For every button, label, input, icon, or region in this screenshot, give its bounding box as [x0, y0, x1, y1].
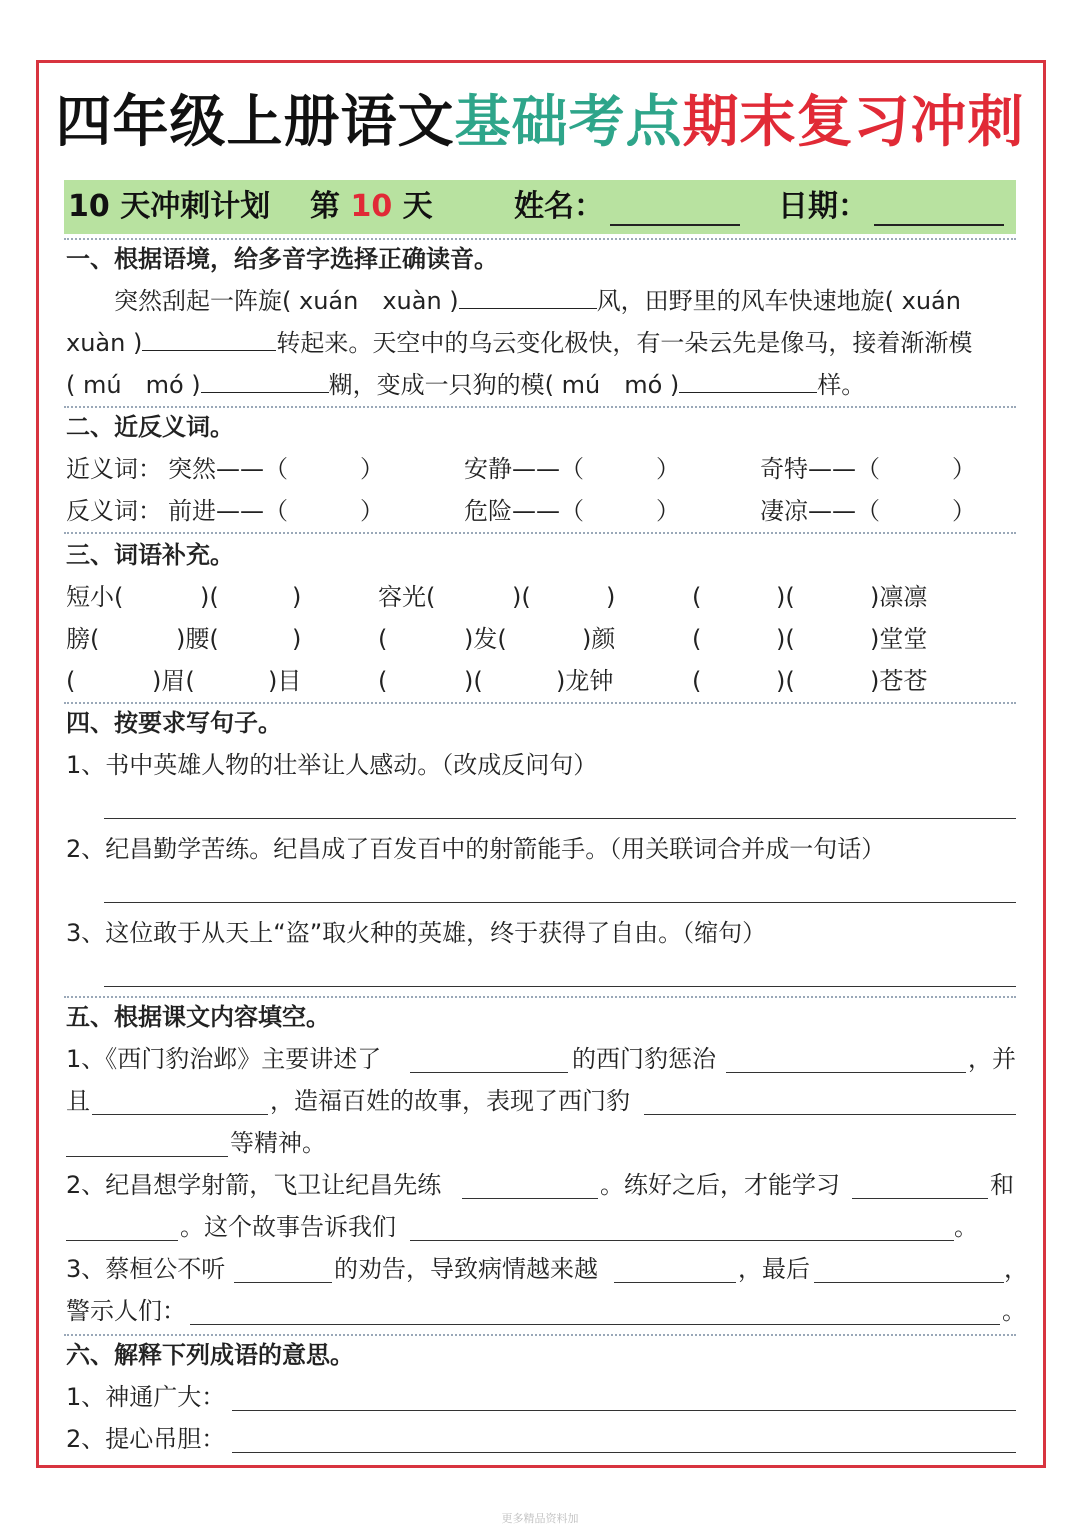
title-part-3: 期末复习冲刺	[682, 90, 1025, 155]
s1-line-2	[66, 326, 972, 360]
divider	[64, 996, 1016, 998]
idiom-token: )	[292, 583, 302, 611]
s5-q3-text: ，最后	[738, 1255, 810, 1283]
synonym-label: 近义词：	[66, 455, 162, 483]
s5-q3-text: 警示人们：	[66, 1297, 186, 1325]
answer-blank[interactable]	[814, 1282, 1004, 1283]
s5-q1-text: 的西门豹惩治	[572, 1045, 716, 1073]
antonym-item[interactable]: 凄凉——（ ）	[760, 497, 976, 525]
s1-line-1	[114, 284, 961, 318]
day-prefix: 第	[310, 189, 340, 224]
date-label: 日期：	[778, 189, 868, 224]
s5-q1-text: ，并	[968, 1045, 1016, 1073]
idiom-token: )(	[776, 667, 795, 695]
idiom-token: )目	[268, 667, 302, 695]
answer-blank[interactable]	[201, 368, 329, 393]
answer-blank[interactable]	[679, 368, 817, 393]
s4-question-1: 1、书中英雄人物的壮举让人感动。（改成反问句）	[66, 751, 598, 779]
s4-question-2: 2、纪昌勤学苦练。纪昌成了百发百中的射箭能手。（用关联词合并成一句话）	[66, 835, 886, 863]
s5-q2-text: 2、纪昌想学射箭，飞卫让纪昌先练	[66, 1171, 442, 1199]
s5-q1-text: ，造福百姓的故事，表现了西门豹	[270, 1087, 630, 1115]
s5-q2-text: 。	[954, 1213, 978, 1241]
synonym-item[interactable]: 安静——（ ）	[464, 455, 680, 483]
date-field[interactable]	[778, 180, 1004, 234]
idiom-token: )腰(	[176, 625, 219, 653]
idiom-token: )发(	[464, 625, 507, 653]
s5-q2-text: 。练好之后，才能学习	[600, 1171, 840, 1199]
answer-blank[interactable]	[190, 1324, 1000, 1325]
divider	[64, 1334, 1016, 1336]
idiom-token: 容光(	[378, 583, 436, 611]
day-suffix: 天	[402, 189, 433, 224]
idiom-token: (	[378, 625, 388, 653]
answer-line[interactable]	[104, 818, 1016, 819]
answer-blank[interactable]	[66, 1240, 178, 1241]
answer-blank[interactable]	[92, 1114, 268, 1115]
day-number: 10	[350, 189, 393, 224]
idiom-token: )龙钟	[556, 667, 614, 695]
s5-q1-text: 等精神。	[230, 1129, 326, 1157]
idiom-token: )(	[776, 625, 795, 653]
s5-q2-text: 和	[990, 1171, 1014, 1199]
divider	[64, 238, 1016, 240]
plan-bar	[64, 180, 1016, 234]
name-field[interactable]	[514, 180, 740, 234]
s6-question-2: 2、提心吊胆：	[66, 1425, 226, 1453]
s5-q1-text: 且	[66, 1087, 90, 1115]
divider	[64, 406, 1016, 408]
answer-blank[interactable]	[644, 1114, 1016, 1115]
section-2-heading: 二、近反义词。	[66, 413, 234, 441]
idiom-token: (	[378, 667, 388, 695]
idiom-token: )堂堂	[870, 625, 928, 653]
s1-text: 风，田野里的风车快速地旋( xuán	[596, 287, 961, 315]
idiom-token: 膀(	[66, 625, 100, 653]
idiom-token: )凛凛	[870, 583, 928, 611]
name-label: 姓名：	[514, 189, 604, 224]
s5-q3-text: 的劝告，导致病情越来越	[334, 1255, 598, 1283]
antonym-label: 反义词：	[66, 497, 162, 525]
idiom-token: )(	[512, 583, 531, 611]
s1-line-3	[66, 368, 865, 402]
idiom-token: )	[606, 583, 616, 611]
synonym-item[interactable]: 奇特——（ ）	[760, 455, 976, 483]
s1-text: 突然刮起一阵旋( xuán xuàn )	[114, 287, 459, 315]
footer-watermark: 更多精品资料加	[501, 1512, 579, 1525]
s6-question-1: 1、神通广大：	[66, 1383, 226, 1411]
answer-line[interactable]	[232, 1452, 1016, 1453]
idiom-token: )(	[200, 583, 219, 611]
answer-blank[interactable]	[462, 1198, 598, 1199]
idiom-token: (	[692, 583, 702, 611]
s5-q1-text: 1、《西门豹治邺》主要讲述了	[66, 1045, 382, 1073]
idiom-token: (	[692, 667, 702, 695]
divider	[64, 532, 1016, 534]
date-blank[interactable]	[874, 190, 1004, 226]
idiom-token: )眉(	[152, 667, 195, 695]
idiom-token: )苍苍	[870, 667, 928, 695]
antonym-item[interactable]: 危险——（ ）	[464, 497, 680, 525]
page-title	[0, 88, 1080, 158]
answer-blank[interactable]	[726, 1072, 966, 1073]
synonym-item[interactable]: 突然——（ ）	[168, 455, 384, 483]
idiom-token: 短小(	[66, 583, 124, 611]
s1-text: ( mú mó )	[66, 371, 201, 399]
idiom-token: )	[292, 625, 302, 653]
s1-text: xuàn )	[66, 329, 143, 357]
answer-blank[interactable]	[234, 1282, 332, 1283]
answer-blank[interactable]	[410, 1240, 954, 1241]
s1-text: 转起来。天空中的乌云变化极快，有一朵云先是像马，接着渐渐模	[276, 329, 973, 357]
section-6-heading: 六、解释下列成语的意思。	[66, 1341, 354, 1369]
title-part-2: 基础考点	[454, 90, 683, 155]
s1-text: 糊，变成一只狗的模( mú mó )	[328, 371, 680, 399]
section-4-heading: 四、按要求写句子。	[66, 709, 282, 737]
idiom-token: )(	[464, 667, 483, 695]
s5-q3-text: 3、蔡桓公不听	[66, 1255, 226, 1283]
s5-q2-text: 。这个故事告诉我们	[180, 1213, 396, 1241]
section-3-heading: 三、词语补充。	[66, 541, 234, 569]
idiom-token: )(	[776, 583, 795, 611]
title-part-1: 四年级上册语文	[55, 90, 455, 155]
answer-blank[interactable]	[410, 1072, 568, 1073]
answer-blank[interactable]	[852, 1198, 988, 1199]
idiom-token: (	[66, 667, 76, 695]
day-label	[310, 180, 433, 234]
s5-q3-text: 。	[1002, 1297, 1026, 1325]
s4-question-3: 3、这位敢于从天上“盗”取火种的英雄，终于获得了自由。（缩句）	[66, 919, 767, 947]
answer-line[interactable]	[104, 986, 1016, 987]
section-5-heading: 五、根据课文内容填空。	[66, 1003, 330, 1031]
section-1-heading: 一、根据语境，给多音字选择正确读音。	[66, 245, 498, 273]
answer-blank[interactable]	[142, 326, 276, 351]
answer-blank[interactable]	[459, 284, 597, 309]
antonym-item[interactable]: 前进——（ ）	[168, 497, 384, 525]
answer-blank[interactable]	[614, 1282, 736, 1283]
divider	[64, 702, 1016, 704]
answer-line[interactable]	[104, 902, 1016, 903]
s1-text: 样。	[817, 371, 866, 399]
idiom-token: (	[692, 625, 702, 653]
idiom-token: )颜	[582, 625, 616, 653]
answer-blank[interactable]	[66, 1156, 228, 1157]
name-blank[interactable]	[610, 190, 740, 226]
plan-label: 10 天冲刺计划	[68, 189, 271, 224]
s5-q3-text: ，	[1004, 1255, 1028, 1283]
answer-line[interactable]	[232, 1410, 1016, 1411]
